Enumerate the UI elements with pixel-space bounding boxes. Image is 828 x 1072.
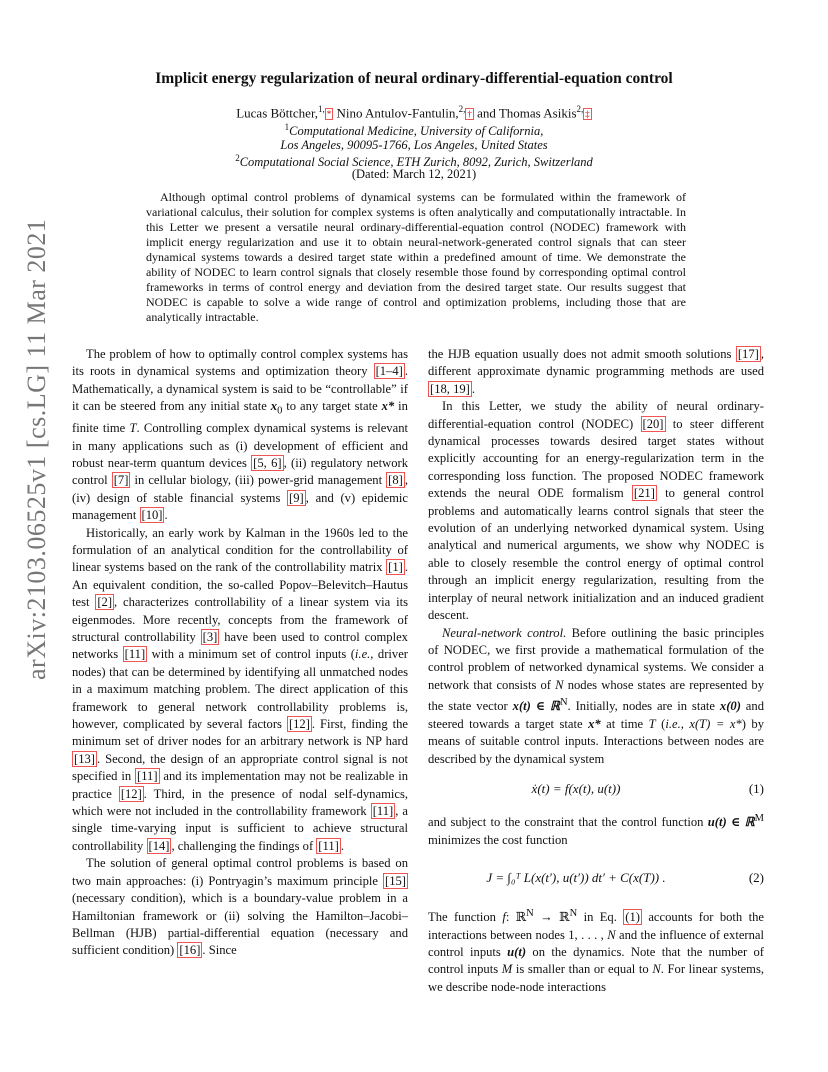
equation-number: (1) xyxy=(748,780,764,796)
citation-link[interactable]: [21] xyxy=(633,486,655,501)
citation-link[interactable]: [12] xyxy=(120,786,142,801)
affiliation: $^1$Computational Medicine, University of California, xyxy=(284,122,544,139)
paragraph: The function f: ℝ$^N$ → ℝ$^N$ in Eq. (1) accounts for both the interactions between nodes 1, . . . , N and the influence of external control inputs u(t) on the dynamics. Note that the number of control inputs M is smaller than or equal to N. For linear systems, we describe node-node interactions xyxy=(428,907,765,994)
paragraph: the HJB equation usually does not admit smooth solutions [17] , different approximate dynamic programming methods are used [18, 19] . xyxy=(428,347,764,396)
citation-link[interactable]: [15] xyxy=(385,873,406,888)
citation-link[interactable]: [18, 19] xyxy=(430,381,470,396)
section-heading: Neural-network control. xyxy=(442,625,567,640)
citation-link[interactable]: [7] xyxy=(113,473,129,488)
paragraph: Neural-network control. Before outlining the basic principles of NODEC, we first provide a mathematical formulation of the control problem of networked dynamical systems. We consider a network that consists of N nodes whose states are represented by the state vector x(t) ∈ ℝ$^N$. Initially, nodes are in state x(0) and steered towards a target state x* at time T (i.e., x(T) = x*) by means of suitable control inputs. Interactions between nodes are described by the dynamical system xyxy=(428,625,765,766)
date-line: (Dated: March 12, 2021) xyxy=(351,167,477,181)
paragraph: Historically, an early work by Kalman in the 1960s led to the formulation of an analytical condition for the controllability of linear systems based on the rank of the controllability matrix [1] . An equivalent condition, the so-called Popov–Belevitch–Hautus test [2] , characterizes controllability of a linear system via its eigenmodes. More recently, concepts from the framework of structural controllability [3] have been used to control complex networks [11] with a minimum set of control inputs (i.e., driver nodes) that can be determined by identifying all unmatched nodes in a maximum matching problem. The direct application of this framework to general network controllability problems is, however, complicated by several factors [12] . First, finding the minimum set of driver nodes for an arbitrary network is NP hard [13] . Second, the design of an appropriate control signal is not specified in [11] and its implementation may not be realizable in practice [12] . Third, in the presence of nodal self-dynamics, which were not included in the controllability framework [11] , a single time-varying input is sufficient to achieve structural controllability [14] , challenging the findings of [11] . xyxy=(72,525,409,853)
citation-link[interactable]: [10] xyxy=(141,508,163,523)
citation-link[interactable]: [11] xyxy=(318,838,339,853)
citation-link[interactable]: [11] xyxy=(137,769,158,784)
left-column xyxy=(72,346,408,960)
author-footnote-link[interactable]: † xyxy=(467,109,472,120)
equation-1: ẋ(t) = f(x(t), u(t)) (1) xyxy=(531,780,764,796)
citation-link[interactable]: [3] xyxy=(202,630,218,645)
citation-link[interactable]: [20] xyxy=(642,416,664,431)
paragraph: In this Letter, we study the ability of neural ordinary-differential-equation control (NODEC) [20] to steer different dynamical processes towards desired target states without explicitly accounting for an energy-regularization term in the corresponding loss function. The proposed NODEC framework extends the neural ODE formalism [21] to general control problems and automatically learns control signals that steer the evolution of an underlying networked dynamical system. Using analytical and numerical arguments, we show why NODEC is able to closely resemble the control energy of optimal control through an implicit energy regularization, resulting from the interplay of neural network initialization and an induced gradient descent. xyxy=(428,399,764,623)
right-column xyxy=(428,346,764,996)
citation-link[interactable]: [1] xyxy=(388,560,403,575)
affiliation: $^2$Computational Social Science, ETH Zurich, 8092, Zurich, Switzerland xyxy=(235,153,593,170)
citation-link[interactable]: [8] xyxy=(388,473,403,488)
paragraph: and subject to the constraint that the control function u(t) ∈ ℝ$^M$ minimizes the cost function xyxy=(428,812,764,847)
paper-title: Implicit energy regularization of neural ordinary-differential-equation control xyxy=(155,70,673,87)
equation-number: (2) xyxy=(748,869,764,885)
equation-2: J = ∫₀ᵀ L(x(t′), u(t′)) dt′ + C(x(T)) . (2) xyxy=(486,869,764,885)
citation-link[interactable]: [2] xyxy=(97,595,113,610)
author-footnote-link[interactable]: ‡ xyxy=(585,109,590,120)
author-list: Lucas Böttcher,$^{1,}$* Nino Antulov-Fantulin,$^{2,}$† and Thomas Asikis$^{2,}$‡ xyxy=(236,104,590,121)
author-name: Lucas Böttcher, xyxy=(236,105,319,121)
equation-link[interactable]: (1) xyxy=(625,910,640,925)
citation-link[interactable]: [14] xyxy=(148,838,170,853)
paragraph: The problem of how to optimally control complex systems has its roots in dynamical systems and optimization theory [1–4] . Mathematically, a dynamical system is said to be “controllable” if it can be steered from any initial state $x_0$ to any target state x* in finite time T. Controlling complex dynamical systems is relevant in many applications such as (i) development of efficient and robust near-term quantum devices [5, 6] , (ii) regulatory network control [7] in cellular biology, (iii) power-grid management [8] , (iv) design of stable financial systems [9] , and (v) epidemic management [10] . xyxy=(72,347,409,523)
author-name: Nino Antulov-Fantulin, xyxy=(336,105,459,121)
citation-link[interactable]: [13] xyxy=(74,751,95,766)
citation-link[interactable]: [1–4] xyxy=(375,364,403,379)
citation-link[interactable]: [16] xyxy=(179,943,201,958)
citation-link[interactable]: [11] xyxy=(124,647,146,662)
affiliation: Los Angeles, 90095-1766, Los Angeles, United States xyxy=(280,138,548,152)
author-footnote-link[interactable]: * xyxy=(326,109,332,120)
citation-link[interactable]: [11] xyxy=(372,804,394,819)
arxiv-stamp: arXiv:2103.06525v1 [cs.LG] 11 Mar 2021 xyxy=(22,218,51,680)
citation-link[interactable]: [17] xyxy=(737,347,759,361)
author-name: and Thomas Asikis xyxy=(477,105,577,121)
citation-link[interactable]: [12] xyxy=(288,717,310,732)
abstract: Although optimal control problems of dynamical systems can be formulated within the framework of variational calculus, their solution for complex systems is often analytically and computationally intractable. In this Letter we present a versatile neural ordinary-differential-equation control (NODEC) framework with implicit energy regularization and use it to obtain neural-network-generated control signals that can steer dynamical systems towards a desired target state within a predefined amount of time. We demonstrate the ability of NODEC to learn control signals that closely resemble those found by corresponding optimal control frameworks in terms of control energy and deviation from the desired target state. Our results suggest that NODEC is capable to solve a wide range of control and optimization problems, including those that are analytically intractable. xyxy=(146,190,686,324)
citation-link[interactable]: [5, 6] xyxy=(253,455,282,470)
paragraph: The solution of general optimal control problems is based on two main approaches: (i) Pontryagin’s maximum principle [15] (necessary condition), which is a boundary-value problem in a Hamiltonian framework or (ii) solving the Hamilton–Jacobi–Bellman (HJB) partial-differential equation (necessary and sufficient condition) [16] . Since xyxy=(72,856,408,958)
citation-link[interactable]: [9] xyxy=(289,490,304,505)
